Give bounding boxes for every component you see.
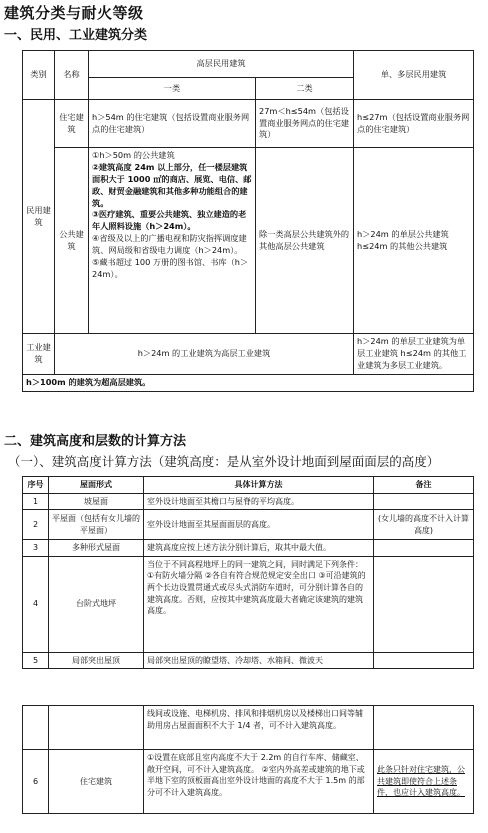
header-class1: 一类 (89, 78, 256, 100)
public-class1-item: ②建筑高度 24m 以上部分，任一楼层建筑面积大于 1000 ㎡的商店、展览、电信、邮政、财贸金融建筑和其他多种功能组合的建筑。 (92, 161, 252, 208)
header-class2: 二类 (256, 78, 354, 100)
row-note: (女儿墙的高度不计入计算高度) (374, 510, 474, 540)
row-method: 建筑高度应按上述方法分别计算后，取其中最大值。 (144, 540, 374, 557)
col-note: 备注 (374, 477, 474, 494)
civil-building-label: 民用建筑 (23, 100, 55, 334)
row-no: 2 (23, 510, 49, 540)
residential-class1: h＞54m 的住宅建筑（包括设置商业服务网点的住宅建筑） (89, 100, 256, 148)
public-class2: 除一类高层公共建筑外的其他高层公共建筑 (256, 148, 354, 334)
public-class1-item: ⑤藏书超过 100 万册的图书馆、书库（h＞24m）。 (92, 257, 249, 279)
header-single-multi: 单、多层民用建筑 (354, 51, 474, 100)
height-calculation-table-continued (22, 705, 474, 814)
row-form: 多种形式屋面 (49, 540, 144, 557)
header-high-rise: 高层民用建筑 (89, 51, 354, 78)
public-single: h＞24m 的单层公共建筑 h≤24m 的其他公共建筑 (354, 148, 474, 334)
building-classification-table (22, 50, 474, 392)
row-no: 6 (23, 750, 49, 814)
row-no: 1 (23, 493, 49, 510)
public-class1-item: ④省级及以上的广播电视和防灾指挥调度建筑、网局级和省级电力调度（h＞24m）。 (92, 233, 247, 256)
row-note: 此条只针对住宅建筑，公共建筑即使符合上述条件，也应计入建筑高度。 (374, 750, 474, 814)
residential-class2: 27m＜h≤54m（包括设置商业服务网点的住宅建筑） (256, 100, 354, 148)
row-form: 住宅建筑 (49, 750, 144, 814)
row-method: ①设置在底部且室内高度不大于 2.2m 的自行车库、储藏室、敞开空间，可不计入建筑高度。 ②室内外高差或建筑的地下或半地下室的顶板面高出室外设计地面的高度不大于 1.5m 的部分可不计入建筑高度。 (144, 750, 374, 814)
section2-heading: 二、建筑高度和层数的计算方法 (4, 434, 187, 449)
row-note (374, 493, 474, 510)
row-method: 当位于不同高程地坪上的同一建筑之间，同时满足下列条件：①有防火墙分隔 ②各自有符合规范规定安全出口 ③可沿建筑的两个长边设置贯通式或尽头式消防车道时，可分别计算各自的建筑高度。否则，应按其中建筑高度最大者确定该建筑的建筑高度。 (144, 556, 374, 652)
row-note (374, 652, 474, 669)
row-form: 坡屋面 (49, 493, 144, 510)
col-method: 具体计算方法 (144, 477, 374, 494)
row-no: 5 (23, 652, 49, 669)
industrial-other: h＞24m 的单层工业建筑为单层工业建筑 h≤24m 的其他工业建筑为多层工业建筑。 (354, 334, 474, 375)
header-category: 类别 (23, 51, 55, 100)
industrial-high: h＞24m 的工业建筑为高层工业建筑 (55, 334, 354, 375)
header-name: 名称 (55, 51, 89, 100)
section2-subheading: （一）、建筑高度计算方法（建筑高度：是从室外设计地面到屋面面层的高度） (8, 454, 440, 469)
row-note (374, 556, 474, 652)
residential-label: 住宅建筑 (55, 100, 89, 148)
public-class1-item: ①h＞50m 的公共建筑 (92, 150, 175, 160)
row-form: 平屋面（包括有女儿墙的平屋面） (49, 510, 144, 540)
row-method: 线间或设施、电梯机房、排风和排烟机房以及楼梯出口间等辅助用房占屋面面积不大于 1/4 者，可不计入建筑高度。 (144, 706, 374, 750)
row-form: 局部突出屋顶 (49, 652, 144, 669)
row-no: 4 (23, 556, 49, 652)
row-no: 3 (23, 540, 49, 557)
public-class1 (89, 148, 256, 334)
row-method: 局部突出屋顶的瞭望塔、冷却塔、水箱间、微波天 (144, 652, 374, 669)
height-calculation-table (22, 476, 474, 669)
row-note (374, 540, 474, 557)
page-title: 建筑分类与耐火等级 (4, 4, 144, 22)
col-no: 序号 (23, 477, 49, 494)
public-label: 公共建筑 (55, 148, 89, 334)
public-class1-item: ③医疗建筑、重要公共建筑、独立建造的老年人照料设施（h＞24m）。 (92, 209, 247, 232)
industrial-label: 工业建筑 (23, 334, 55, 375)
row-method: 室外设计地面至其屋面面层的高度。 (144, 510, 374, 540)
residential-single: h≤27m（包括设置商业服务网点的住宅建筑） (354, 100, 474, 148)
super-high-rise-note: h＞100m 的建筑为超高层建筑。 (23, 374, 474, 391)
row-form: 台阶式地坪 (49, 556, 144, 652)
section1-heading: 一、民用、工业建筑分类 (4, 28, 148, 43)
row-method: 室外设计地面至其檐口与屋脊的平均高度。 (144, 493, 374, 510)
col-roof-form: 屋面形式 (49, 477, 144, 494)
